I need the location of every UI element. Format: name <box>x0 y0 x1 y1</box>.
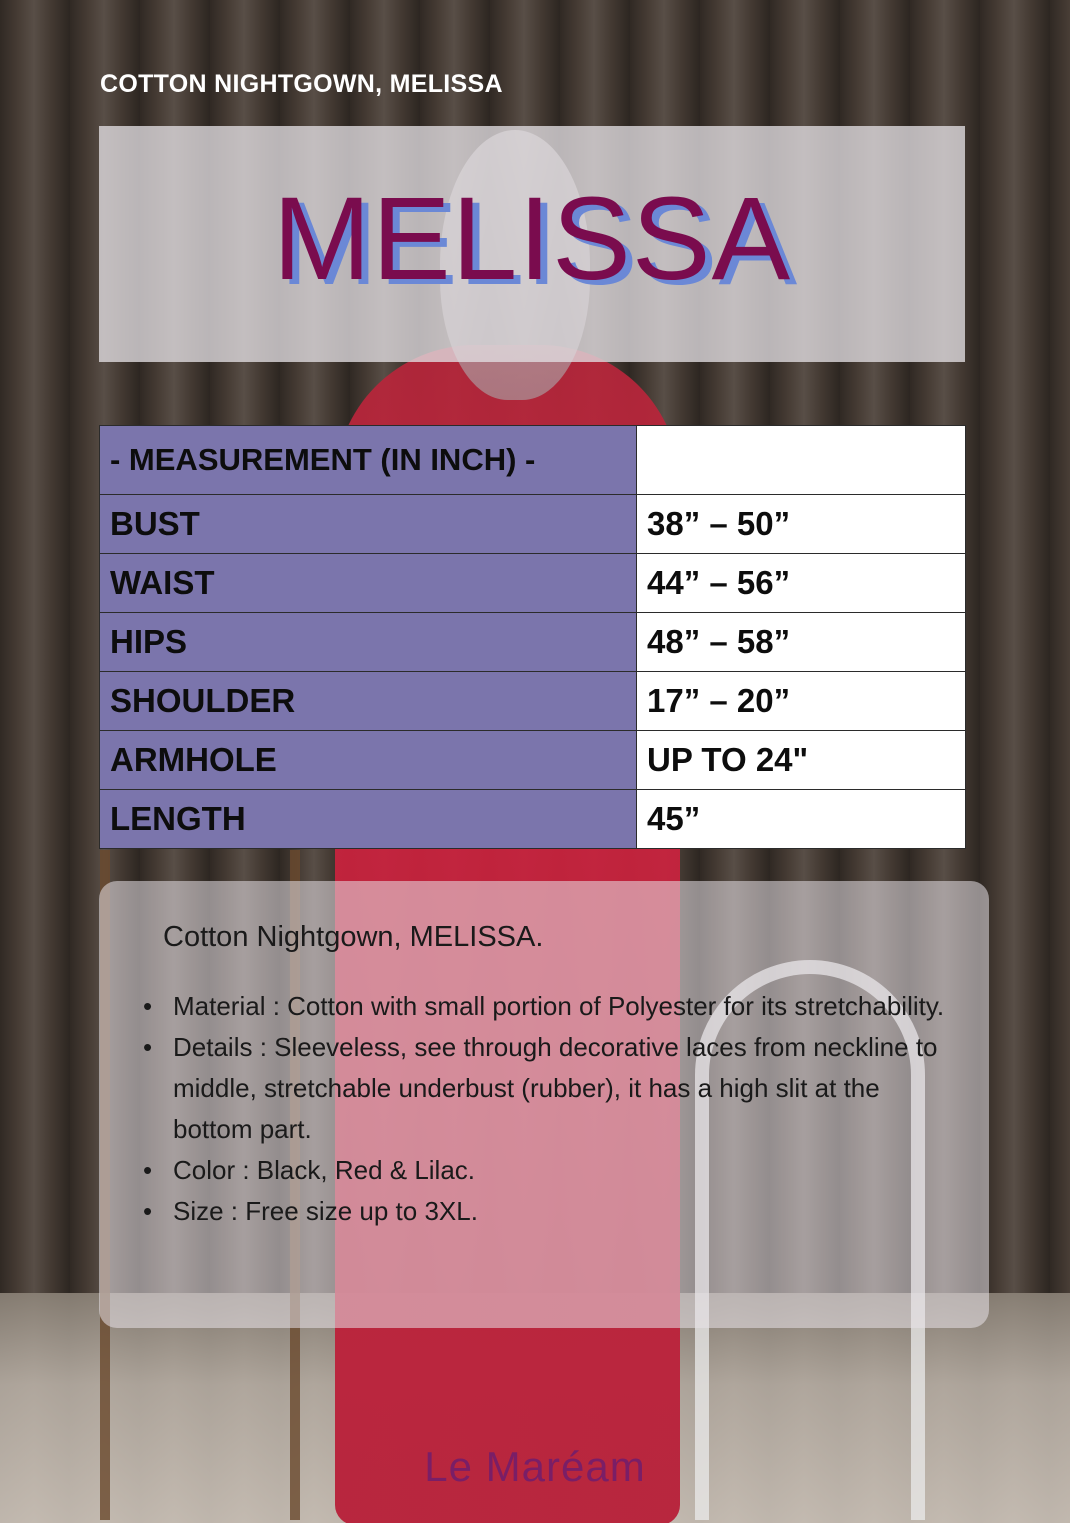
table-row <box>100 672 966 731</box>
table-row <box>100 613 966 672</box>
list-item-text: Details : Sleeveless, see through decorative laces from neckline to middle, stretchable underbust (rubber), it has a high slit at the bottom part. <box>173 1032 938 1144</box>
description-panel <box>99 881 989 1328</box>
list-item-text: Size : Free size up to 3XL. <box>173 1196 478 1226</box>
list-item <box>143 1027 963 1150</box>
list-item <box>143 986 963 1027</box>
row-label-hips: HIPS <box>100 613 637 672</box>
row-value-waist: 44” – 56” <box>637 554 966 613</box>
table-row <box>100 731 966 790</box>
table-row <box>100 554 966 613</box>
list-item <box>143 1191 963 1232</box>
page-title: MELISSA <box>272 173 792 305</box>
list-item-text: Material : Cotton with small portion of Polyester for its stretchability. <box>173 991 945 1021</box>
measurement-table <box>99 425 966 849</box>
row-value-hips: 48” – 58” <box>637 613 966 672</box>
row-value-bust: 38” – 50” <box>637 495 966 554</box>
row-label-armhole: ARMHOLE <box>100 731 637 790</box>
description-title: Cotton Nightgown, MELISSA. <box>163 921 544 953</box>
page-subtitle: COTTON NIGHTGOWN, MELISSA <box>100 70 503 98</box>
list-item-text: Color : Black, Red & Lilac. <box>173 1155 476 1185</box>
list-item <box>143 1150 963 1191</box>
table-header-row <box>100 426 966 495</box>
description-list <box>143 986 963 1232</box>
row-value-armhole: UP TO 24" <box>637 731 966 790</box>
bullet-icon: • <box>143 1155 153 1185</box>
bullet-icon: • <box>143 1032 153 1062</box>
table-row <box>100 495 966 554</box>
table-header-value <box>637 426 966 495</box>
brand-logo-text: Le Maréam <box>424 1443 646 1490</box>
table-header-label: - MEASUREMENT (IN INCH) - <box>100 426 637 495</box>
row-label-shoulder: SHOULDER <box>100 672 637 731</box>
title-panel <box>99 126 965 362</box>
bullet-icon: • <box>143 1196 153 1226</box>
row-value-shoulder: 17” – 20” <box>637 672 966 731</box>
table-row <box>100 790 966 849</box>
row-label-length: LENGTH <box>100 790 637 849</box>
row-value-length: 45” <box>637 790 966 849</box>
row-label-bust: BUST <box>100 495 637 554</box>
bullet-icon: • <box>143 991 153 1021</box>
row-label-waist: WAIST <box>100 554 637 613</box>
